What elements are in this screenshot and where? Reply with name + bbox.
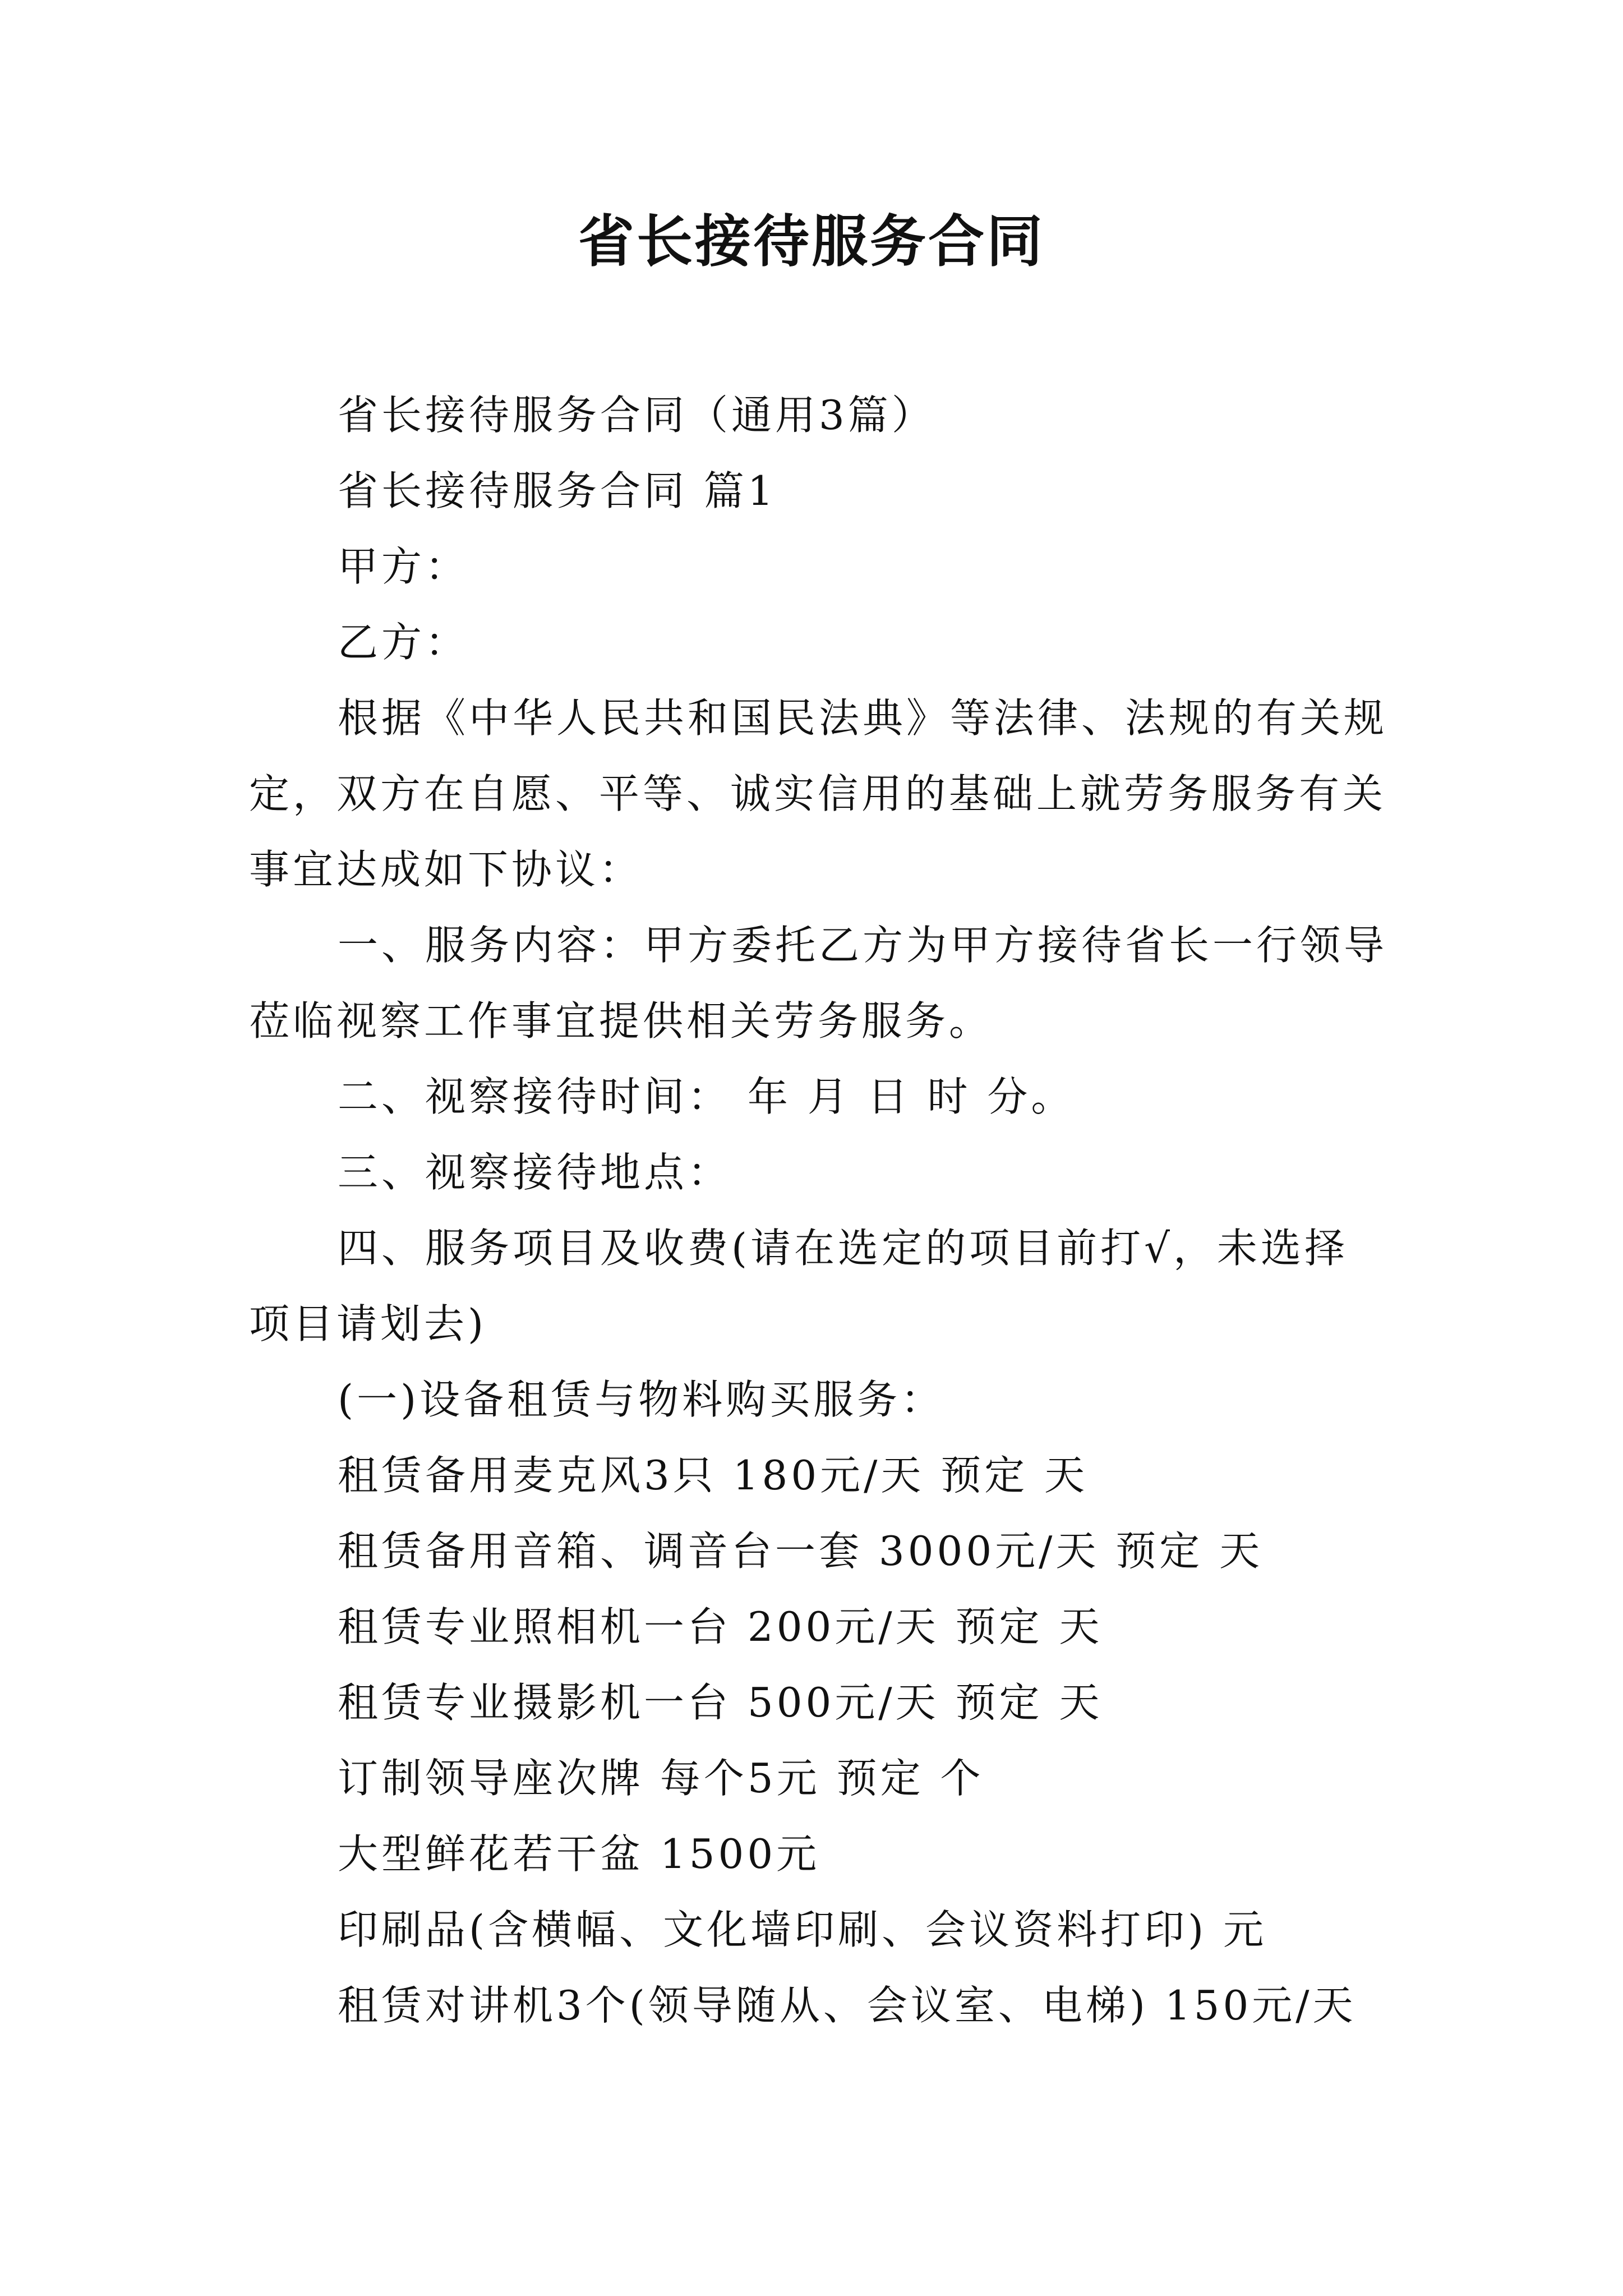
doc-line: 租赁专业摄影机一台 500元/天 预定 天 — [338, 1679, 1103, 1726]
doc-line: 租赁备用音箱、调音台一套 3000元/天 预定 天 — [338, 1527, 1264, 1575]
doc-line: 租赁对讲机3个(领导随从、会议室、电梯) 150元/天 — [338, 1982, 1357, 2029]
doc-line: 二、视察接待时间： 年 月 日 时 分。 — [338, 1073, 1075, 1120]
doc-line: 根据《中华人民共和国民法典》等法律、法规的有关规 — [338, 694, 1388, 742]
doc-line: 大型鲜花若干盆 1500元 — [338, 1830, 820, 1878]
doc-line: 项目请划去) — [249, 1300, 487, 1347]
doc-line: 甲方： — [338, 543, 469, 590]
doc-line: 租赁备用麦克风3只 180元/天 预定 天 — [338, 1452, 1089, 1499]
doc-line: 省长接待服务合同 篇1 — [338, 467, 777, 514]
doc-line: 一、服务内容：甲方委托乙方为甲方接待省长一行领导 — [338, 922, 1388, 969]
doc-line: 四、服务项目及收费(请在选定的项目前打√，未选择 — [338, 1225, 1348, 1272]
doc-line: 租赁专业照相机一台 200元/天 预定 天 — [338, 1603, 1103, 1650]
doc-line: 莅临视察工作事宜提供相关劳务服务。 — [249, 997, 993, 1045]
document-title: 省长接待服务合同 — [578, 208, 1045, 274]
doc-line: 订制领导座次牌 每个5元 预定 个 — [338, 1755, 984, 1802]
doc-line: 三、视察接待地点： — [338, 1149, 732, 1196]
doc-line: 乙方： — [338, 619, 469, 666]
doc-line: 事宜达成如下协议： — [249, 846, 643, 893]
doc-line: (一)设备租赁与物料购买服务： — [338, 1376, 945, 1423]
doc-line: 省长接待服务合同（通用3篇） — [338, 392, 935, 439]
doc-line: 定，双方在自愿、平等、诚实信用的基础上就劳务服务有关 — [249, 770, 1387, 817]
doc-line: 印刷品(含横幅、文化墙印刷、会议资料打印) 元 — [338, 1906, 1267, 1953]
